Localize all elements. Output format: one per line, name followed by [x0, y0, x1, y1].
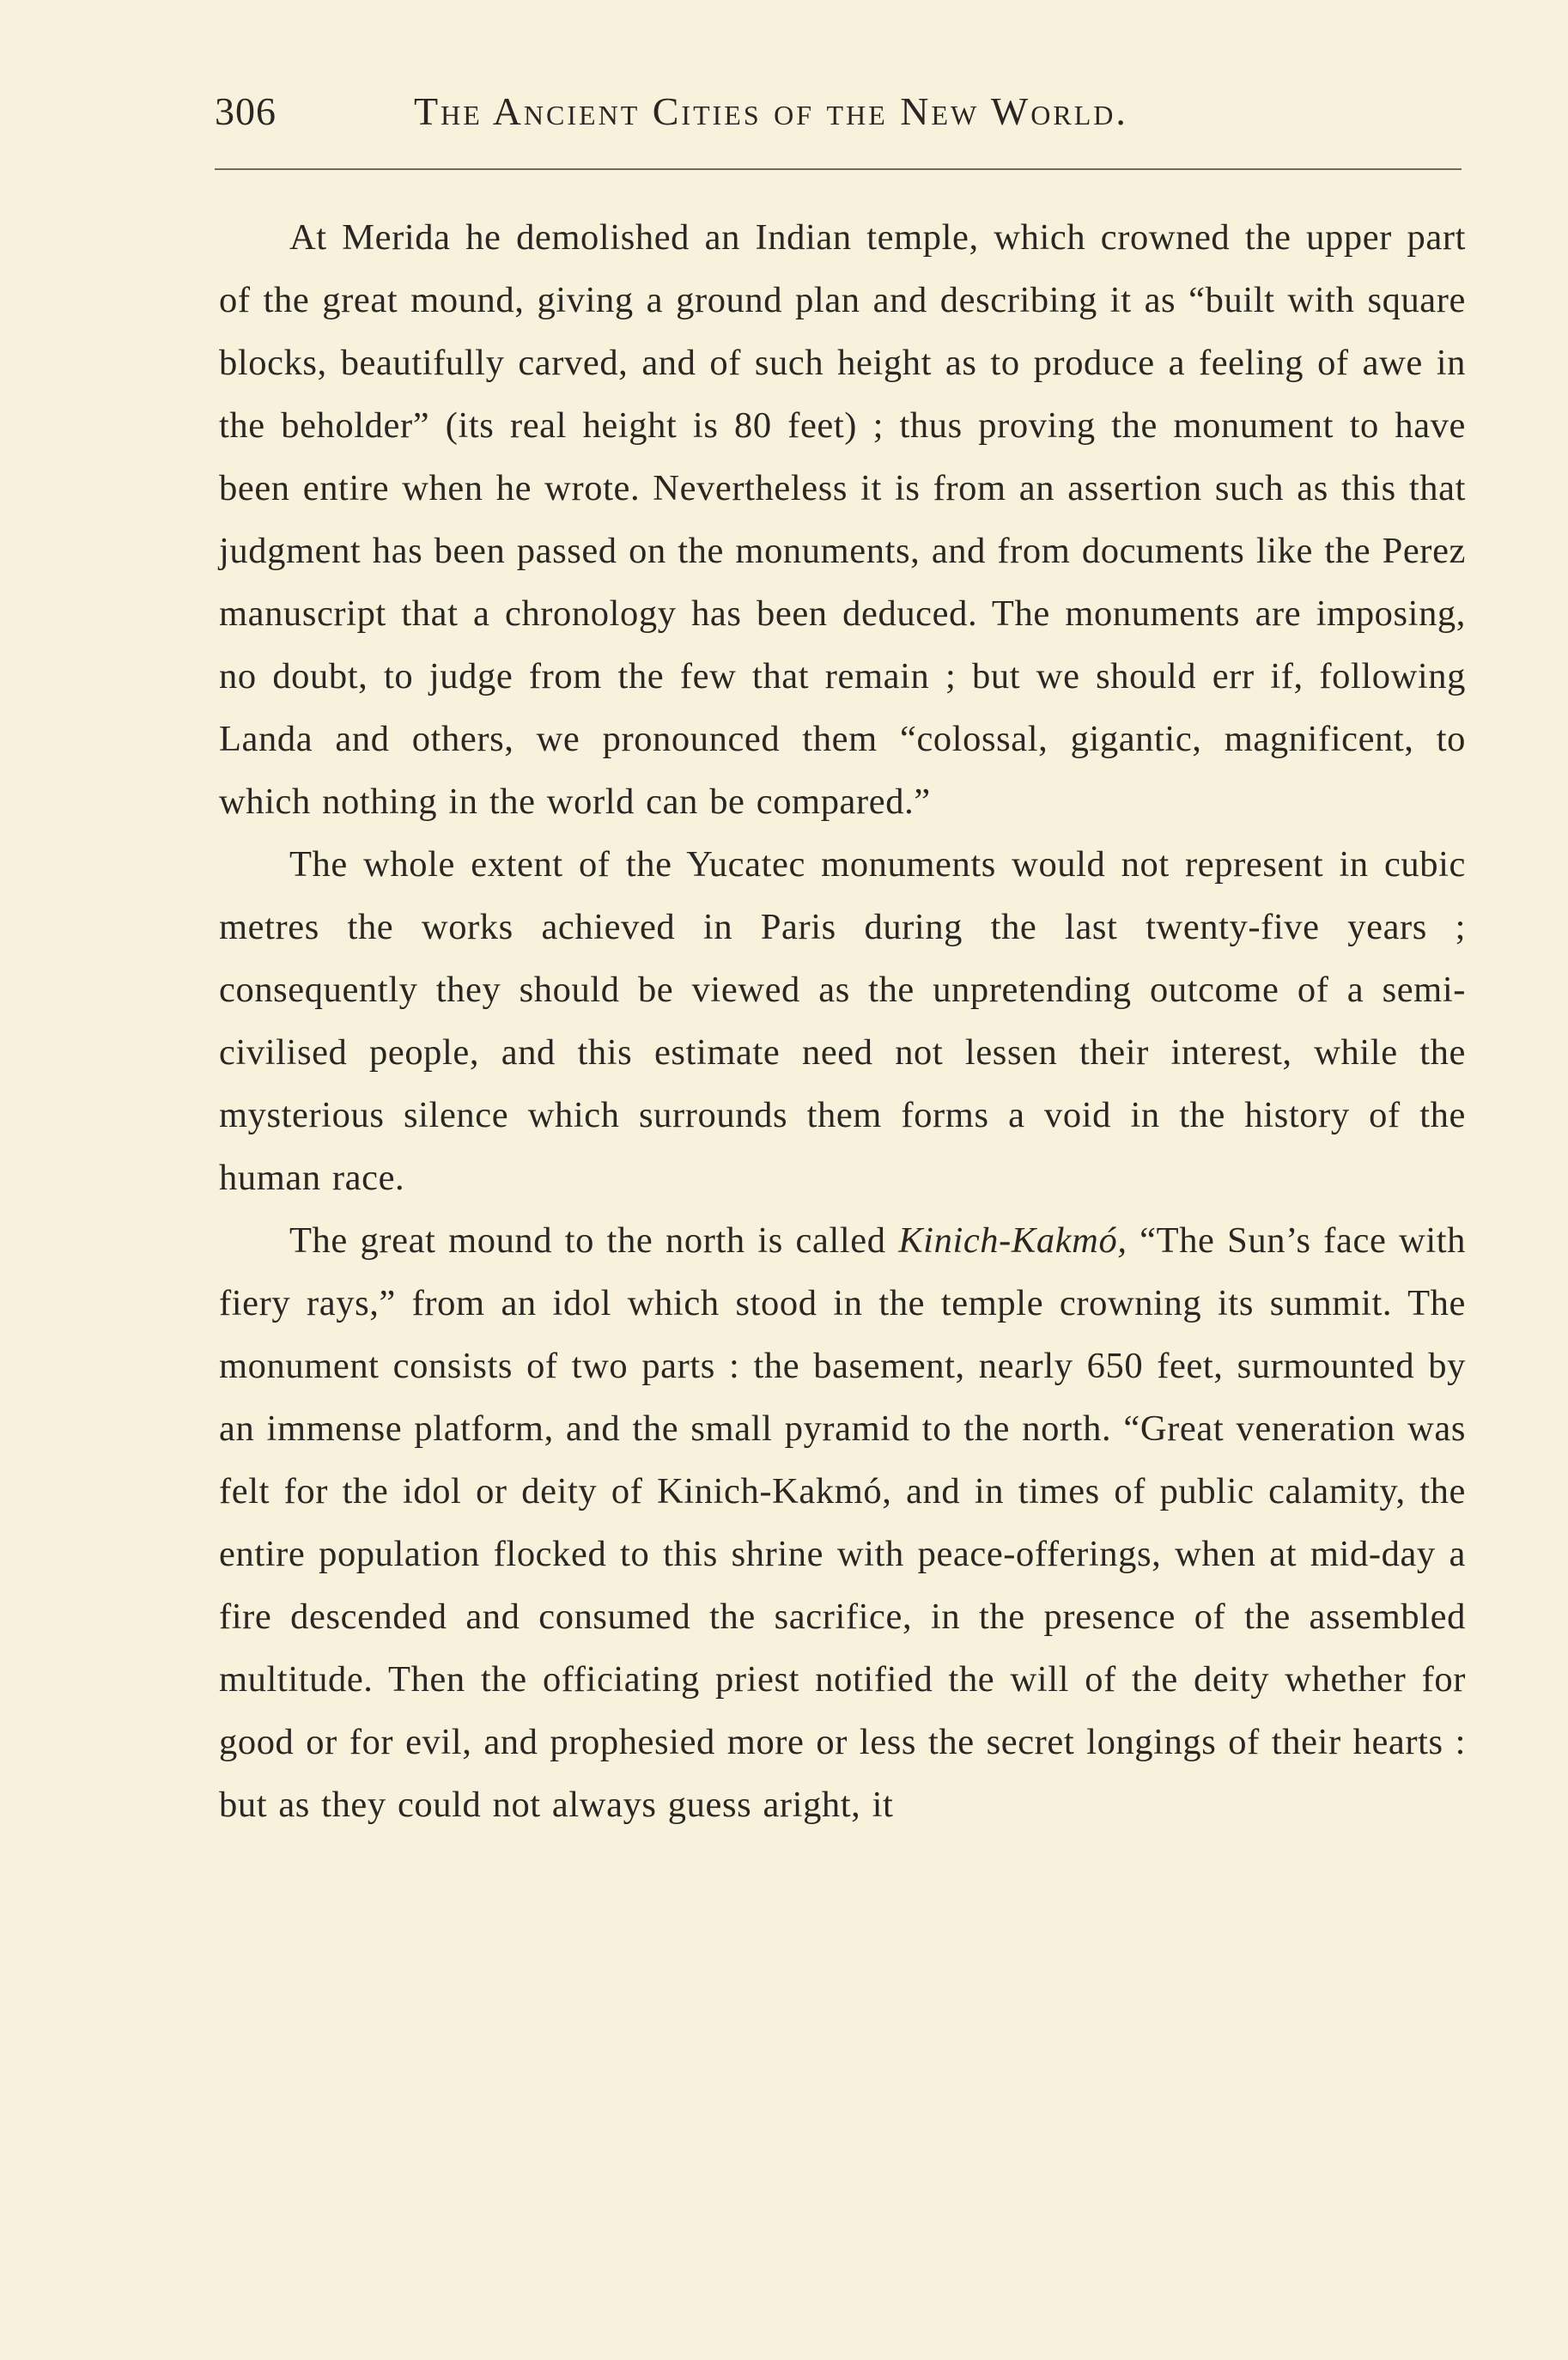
italic-name-kinich-kakmo: Kinich-Kakmó,: [898, 1220, 1127, 1261]
paragraph-text-after: “The Sun’s face with fiery rays,” from an idol which stood in the temple crowning its summit. The monument consists of two parts : the basement, nearly 650 feet, surmounted by an immense platform, and the small pyramid to the north. “Great veneration was felt for the idol or deity of Kinich-Kakmó, and in times of public calamity, the entire population flocked to this shrine with peace-offerings, when at mid-day a fire descended and consumed the sacrifice, in the presence of the assembled multitude. Then the officiating priest notified the will of the deity whether for good or for evil, and prophesied more or less the secret longings of their hearts : but as they could not always guess aright, it: [219, 1220, 1466, 1825]
page-number: 306: [215, 89, 277, 133]
paragraph-yucatec-monuments: The whole extent of the Yucatec monuments would not represent in cubic metres the works achieved in Paris during the last twenty-five years ; consequently they should be viewed as the unpretending outcome of a semi-civilised people, and this estimate need not lessen their interest, while the mysterious silence which surrounds them forms a void in the history of the human race.: [219, 844, 1466, 1198]
paragraph-kinich-kakmo: [219, 1209, 1466, 1836]
paragraph-merida-temple: At Merida he demolished an Indian temple, which crowned the upper part of the great mound, giving a ground plan and describing it as “built with square blocks, beautifully carved, and of such height as to produce a feeling of awe in the beholder” (its real height is 80 feet) ; thus proving the monument to have been entire when he wrote. Nevertheless it is from an assertion such as this that judgment has been passed on the monuments, and from documents like the Perez manuscript that a chronology has been deduced. The monuments are imposing, no doubt, to judge from the few that remain ; but we should err if, following Landa and others, we pronounced them “colossal, gigantic, magnificent, to which nothing in the world can be compared.”: [219, 217, 1466, 822]
running-head: [215, 82, 1460, 142]
paragraph-text-before: The great mound to the north is called: [289, 1220, 899, 1261]
header-rule: [215, 168, 1462, 170]
body-text: [219, 206, 1466, 1836]
running-title: The Ancient Cities of the New World.: [414, 89, 1128, 133]
